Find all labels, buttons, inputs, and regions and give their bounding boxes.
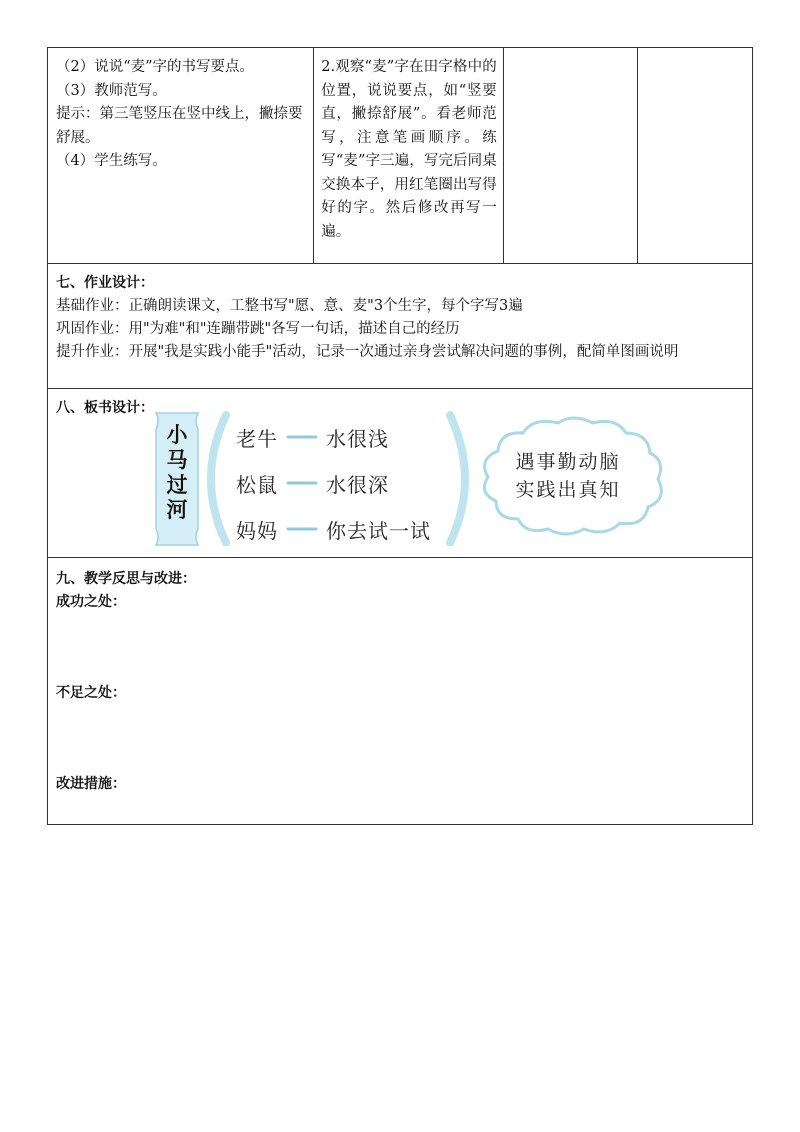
empty-cell [504, 48, 639, 263]
character-statement: 你去试一试 [326, 519, 431, 543]
board-diagram [148, 411, 708, 546]
character-label: 妈妈 [236, 519, 278, 543]
teacher-step-line: 提示：第三笔竖压在竖中线上，撇捺要舒展。 [56, 106, 303, 146]
teacher-step-line: （4）学生练写。 [56, 153, 167, 169]
success-label: 成功之处： [56, 594, 126, 610]
character-statement: 水很浅 [326, 427, 389, 451]
board-design-section [47, 389, 753, 558]
cloud-line: 遇事勤动脑 [515, 451, 621, 473]
homework-line: 巩固作业：用"为难"和"连蹦带跳"各写一句话，描述自己的经历 [56, 321, 460, 337]
homework-line: 提升作业：开展"我是实践小能手"活动，记录一次通过亲身尝试解决问题的事例，配简单图画说明 [56, 344, 679, 360]
right-bracket-shape [450, 415, 465, 543]
character-label: 松鼠 [236, 473, 278, 497]
character-statement: 水很深 [326, 473, 389, 497]
shortcoming-label: 不足之处： [56, 685, 126, 701]
student-activity-text: 2.观察“麦”字在田字格中的位置，说说要点，如“竖要直，撇捺舒展”。看老师范写，注意笔画顺序。练写“麦”字三遍，写完后同桌交换本子，用红笔圈出写得好的字。然后修改再写一遍。 [321, 59, 497, 240]
teaching-steps-row [47, 47, 753, 264]
homework-section [47, 264, 753, 389]
teacher-step-line: （2）说说“麦”字的书写要点。 [56, 59, 255, 75]
student-activity-cell [314, 48, 503, 263]
lesson-plan-table [47, 47, 753, 825]
character-label: 老牛 [236, 427, 278, 451]
empty-cell [638, 48, 752, 263]
board-title: 小马过河 [166, 423, 188, 522]
left-bracket-shape [211, 415, 226, 543]
homework-heading: 七、作业设计： [56, 275, 154, 291]
reflection-section [47, 558, 753, 825]
reflection-heading: 九、教学反思与改进： [56, 571, 196, 587]
teacher-step-line: （3）教师范写。 [56, 82, 167, 99]
measures-label: 改进措施： [56, 776, 126, 792]
board-heading: 八、板书设计： [56, 400, 154, 416]
cloud-line: 实践出真知 [515, 479, 621, 501]
cloud-message [488, 448, 648, 504]
teacher-activity-cell [48, 48, 314, 263]
homework-line: 基础作业：正确朗读课文，工整书写"愿、意、麦"3个生字，每个字写3遍 [56, 298, 523, 314]
